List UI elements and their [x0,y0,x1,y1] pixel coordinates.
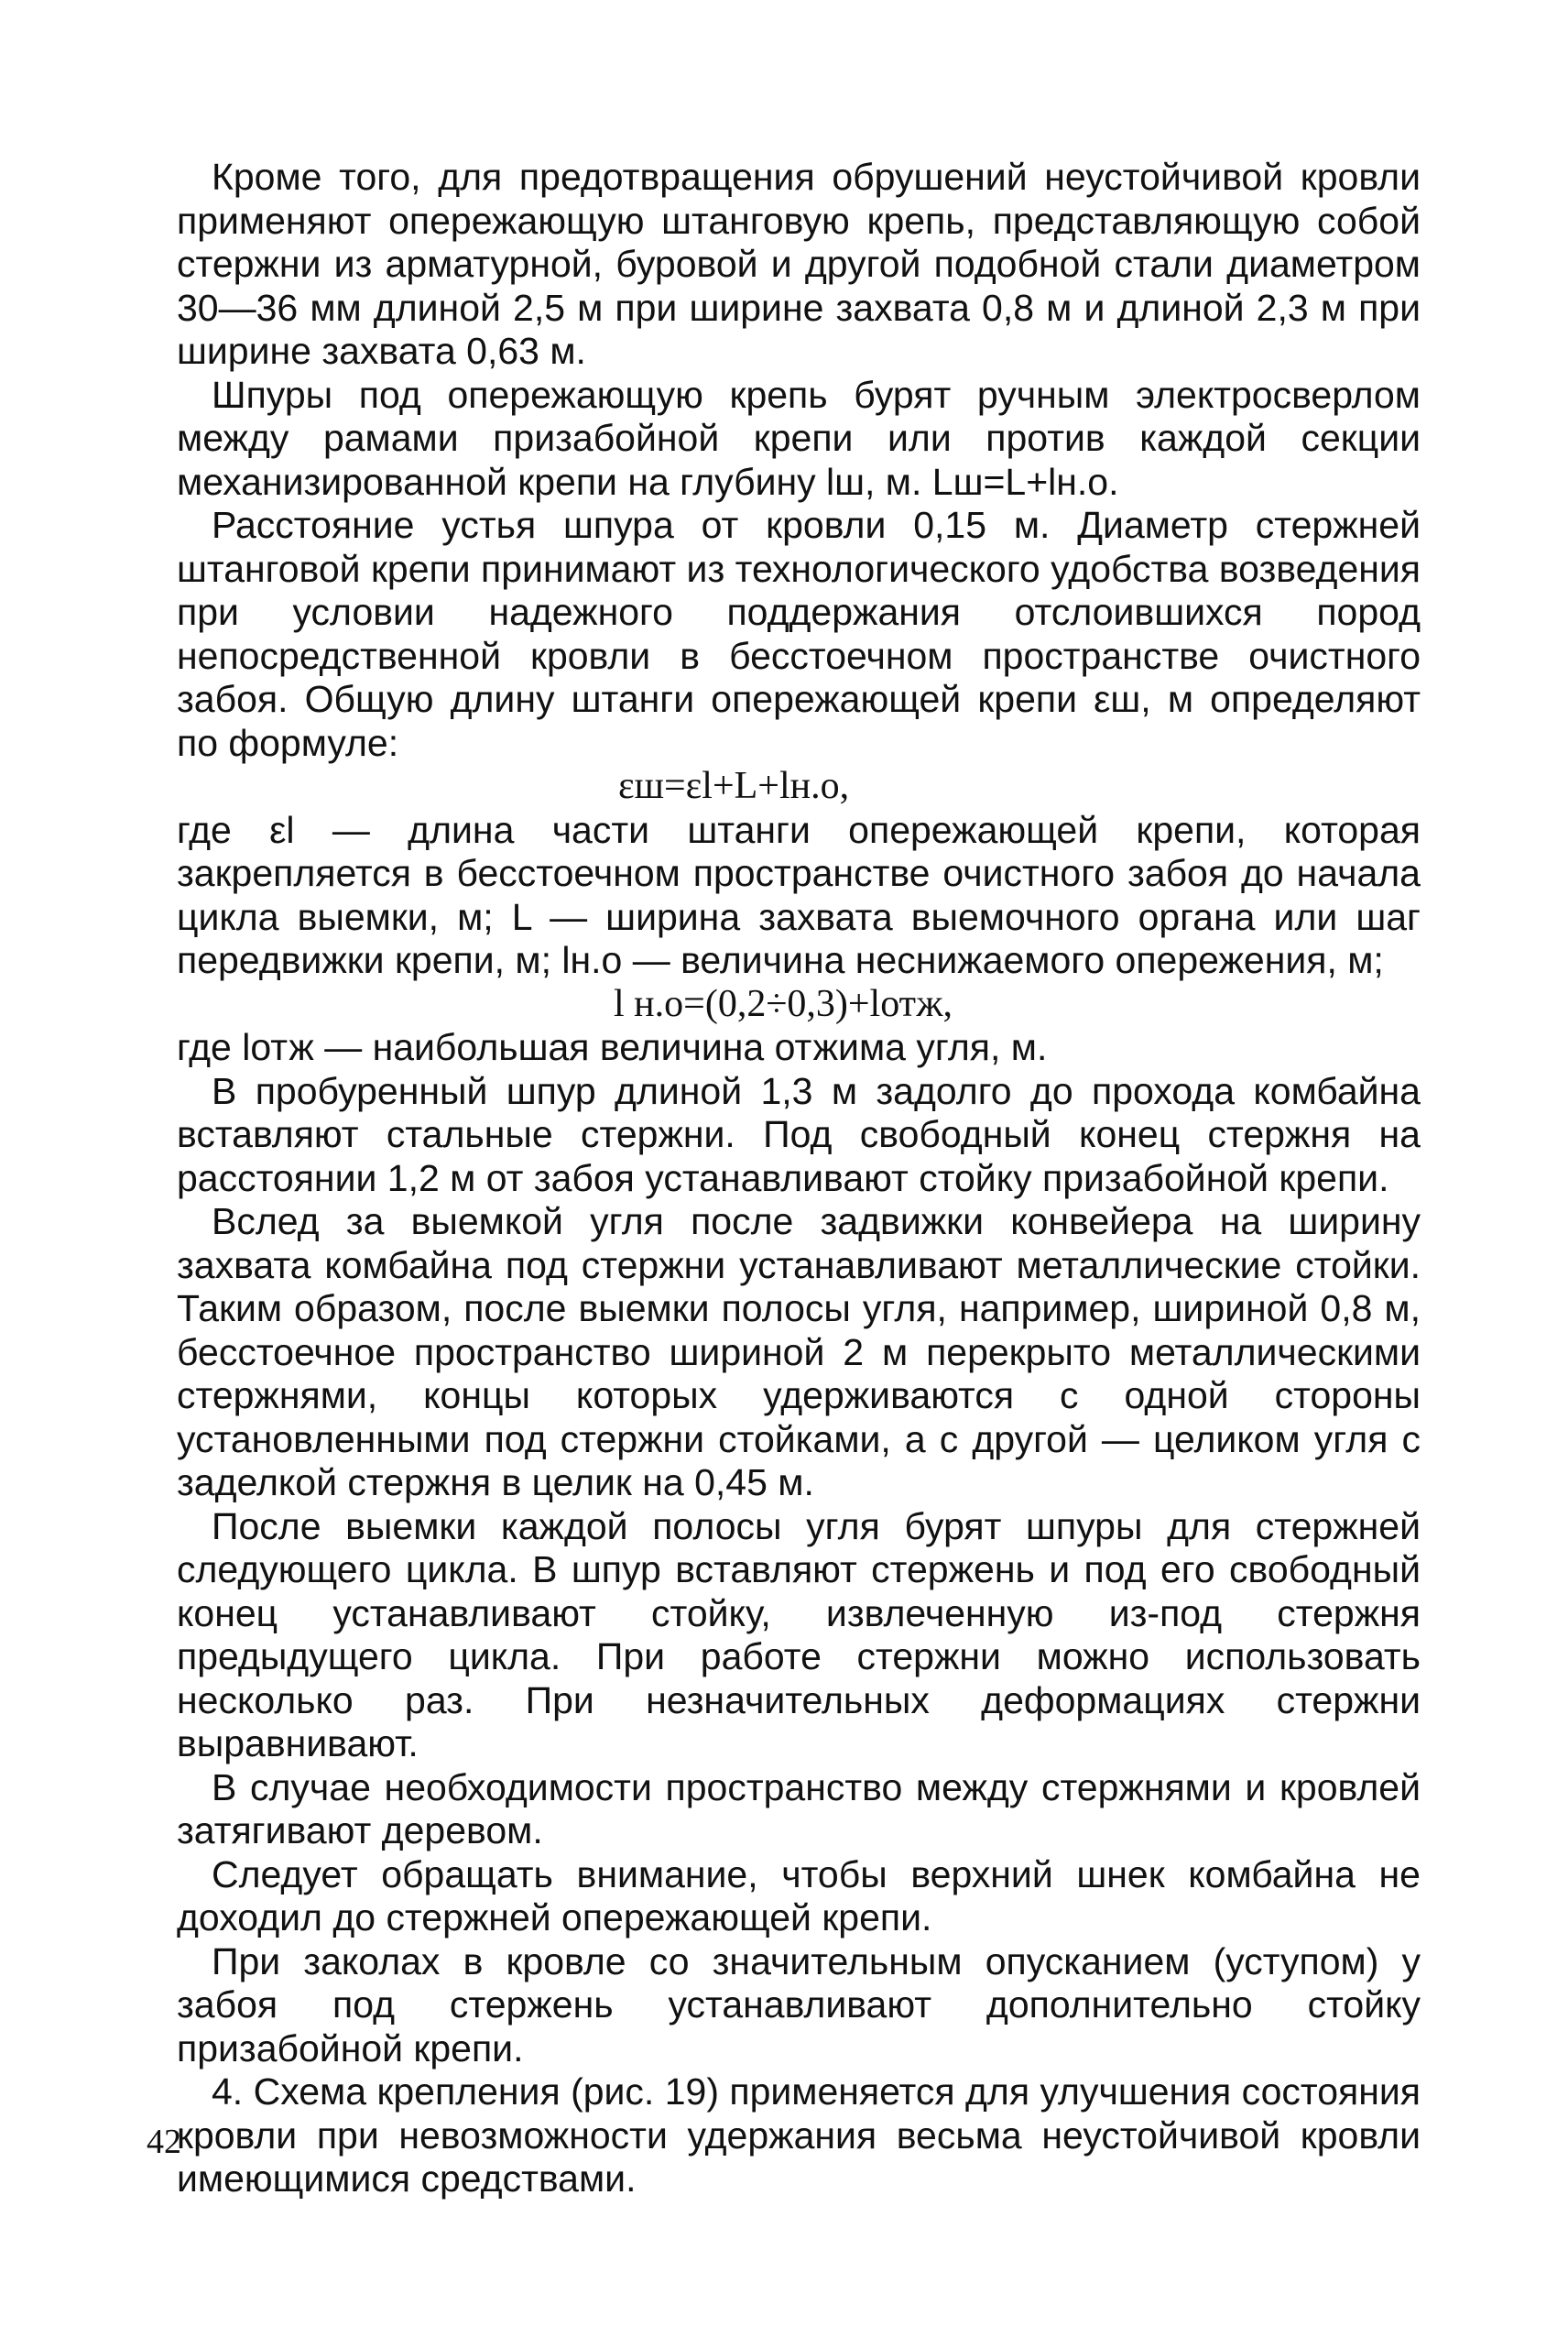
paragraph-9: В случае необходимости пространство между стержнями и кровлей затягивают деревом. [177,1765,1421,1851]
paragraph-4-definitions: где εl — длина части штанги опережающей крепи, которая закрепляется в бесстоечном пространстве очистного забоя до начала цикла выемки, м; L — ширина захвата выемочного органа или шаг передвижки крепи, м; lн.о — величина неснижаемого опережения, м; [177,808,1421,981]
paragraph-8: После выемки каждой полосы угля бурят шпуры для стержней следующего цикла. В шпур вставляют стержень и под его свободный конец устанавливают стойку, извлеченную из-под стержня предыдущего цикла. При работе стержни можно использовать несколько раз. При незначительных деформациях стержни выравнивают. [177,1504,1421,1764]
paragraph-6: В пробуренный шпур длиной 1,3 м задолго до прохода комбайна вставляют стальные стержни. Под свободный конец стержня на расстоянии 1,2 м от забоя устанавливают стойку призабойной крепи. [177,1069,1421,1199]
paragraph-10: Следует обращать внимание, чтобы верхний шнек комбайна не доходил до стержней опережающей крепи. [177,1852,1421,1938]
paragraph-12: 4. Схема крепления (рис. 19) применяется для улучшения состояния кровли при невозможности удержания весьма неустойчивой кровли имеющимися средствами. [177,2070,1421,2200]
formula-advance: l н.о=(0,2÷0,3)+lотж, [614,982,953,1025]
page-body [177,156,1421,2201]
paragraph-11: При заколах в кровле со значительным опусканием (уступом) у забоя под стержень устанавливают дополнительно стойку призабойной крепи. [177,1939,1421,2069]
formula-total-length: εш=εl+L+lн.о, [618,765,850,807]
paragraph-3: Расстояние устья шпура от кровли 0,15 м. Диаметр стержней штанговой крепи принимают из технологического удобства возведения при условии надежного поддержания отслоившихся пород непосредственной кровли в бесстоечном пространстве очистного забоя. Общую длину штанги опережающей крепи εш, м определяют по формуле: [177,504,1421,764]
paragraph-1: Кроме того, для предотвращения обрушений неустойчивой кровли применяют опережающую штанговую крепь, представляющую собой стержни из арматурной, буровой и другой подобной стали диаметром 30—36 мм длиной 2,5 м при ширине захвата 0,8 м и длиной 2,3 м при ширине захвата 0,63 м. [177,156,1421,372]
paragraph-5-definition: где lотж — наибольшая величина отжима угля, м. [177,1026,1048,1068]
page-number: 42 [147,2123,181,2161]
paragraph-2: Шпуры под опережающую крепь бурят ручным электросверлом между рамами призабойной крепи или против каждой секции механизированной крепи на глубину lш, м. Lш=L+lн.о. [177,373,1421,503]
paragraph-7: Вслед за выемкой угля после задвижки конвейера на ширину захвата комбайна под стержни устанавливают металлические стойки. Таким образом, после выемки полосы угля, например, шириной 0,8 м, бесстоечное пространство шириной 2 м перекрыто металлическими стержнями, концы которых удерживаются с одной стороны установленными под стержни стойками, а с другой — целиком угля с заделкой стержня в целик на 0,45 м. [177,1200,1421,1503]
